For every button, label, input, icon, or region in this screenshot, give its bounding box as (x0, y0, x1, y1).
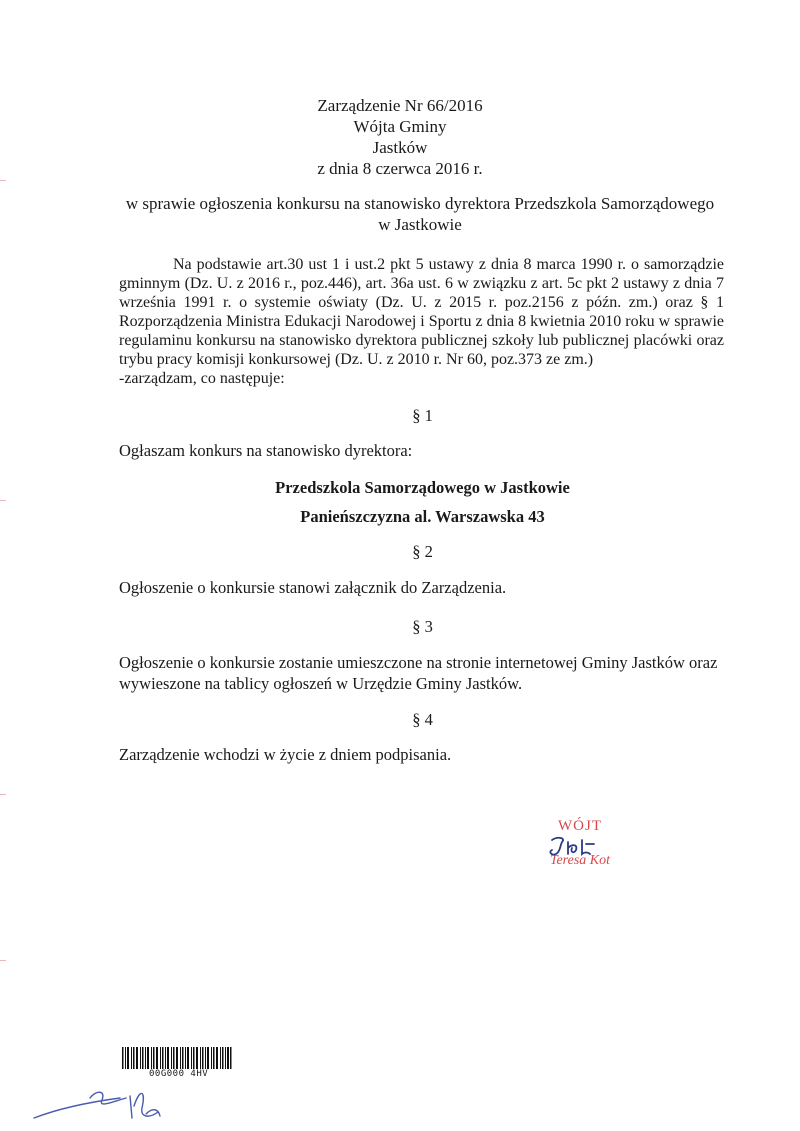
section-4-mark: § 4 (412, 710, 433, 729)
subject-line-1: w sprawie ogłoszenia konkursu na stanowisko dyrektora Przedszkola Samorządowego (125, 194, 715, 213)
kindergarten-address: Panieńszczyzna al. Warszawska 43 (300, 507, 545, 526)
municipality: Jastków (372, 138, 428, 157)
section-4-text: Zarządzenie wchodzi w życie z dniem podpisania. (119, 745, 452, 764)
stamp-name: Teresa Kot (549, 853, 611, 868)
subject-line-2: w Jastkowie (378, 215, 462, 234)
barcode-number: 00G000 4HV (149, 1069, 209, 1079)
section-2-mark: § 2 (412, 542, 433, 561)
section-3-mark: § 3 (412, 617, 433, 636)
signature-stamp (520, 818, 640, 869)
margin-mark (0, 960, 6, 961)
section-3-line-1: Ogłoszenie o konkursie zostanie umieszczone na stronie internetowej Gminy Jastków oraz (119, 653, 718, 672)
section-1-text: Ogłaszam konkurs na stanowisko dyrektora: (119, 441, 413, 460)
order-date: z dnia 8 czerwca 2016 r. (317, 159, 483, 178)
legal-basis-text: Na podstawie art.30 ust 1 i ust.2 pkt 5 ustawy z dnia 8 marca 1990 r. o samorządzie gminnym (Dz. U. z 2016 r., poz.446), art. 36a ust. 6 w związku z art. 5c pkt 2 ustawy z dnia 7 września 1991 r. o systemie oświaty (Dz. U. z 2015 r. poz.2156 z późn. zm.) oraz § 1 Rozporządzenia Ministra Edukacji Narodowej i Sportu z dnia 8 kwietnia 2010 roku w sprawie regulaminu konkursu na stanowisko dyrektora publicznej szkoły lub publicznej placówki oraz trybu pracy komisji konkursowej (Dz. U. z 2010 r. Nr 60, poz.373 ze zm.) (119, 256, 724, 368)
issuer: Wójta Gminy (353, 117, 447, 136)
kindergarten-name: Przedszkola Samorządowego w Jastkowie (275, 478, 570, 497)
handwritten-signature-icon (538, 834, 618, 860)
section-3-line-2: wywieszone na tablicy ogłoszeń w Urzędzie Gminy Jastków. (119, 674, 523, 693)
section-1-mark: § 1 (412, 406, 433, 425)
margin-mark (0, 500, 6, 501)
barcode-icon (122, 1047, 232, 1069)
margin-mark (0, 794, 6, 795)
section-2-text: Ogłoszenie o konkursie stanowi załącznik do Zarządzenia. (119, 578, 507, 597)
stamp-title: WÓJT (558, 818, 602, 834)
order-number: Zarządzenie Nr 66/2016 (317, 96, 483, 115)
margin-mark (0, 180, 6, 181)
clerk-signature-icon (30, 1078, 190, 1126)
legal-basis (119, 255, 724, 388)
legal-basis-closing: -zarządzam, co następuje: (119, 370, 285, 387)
